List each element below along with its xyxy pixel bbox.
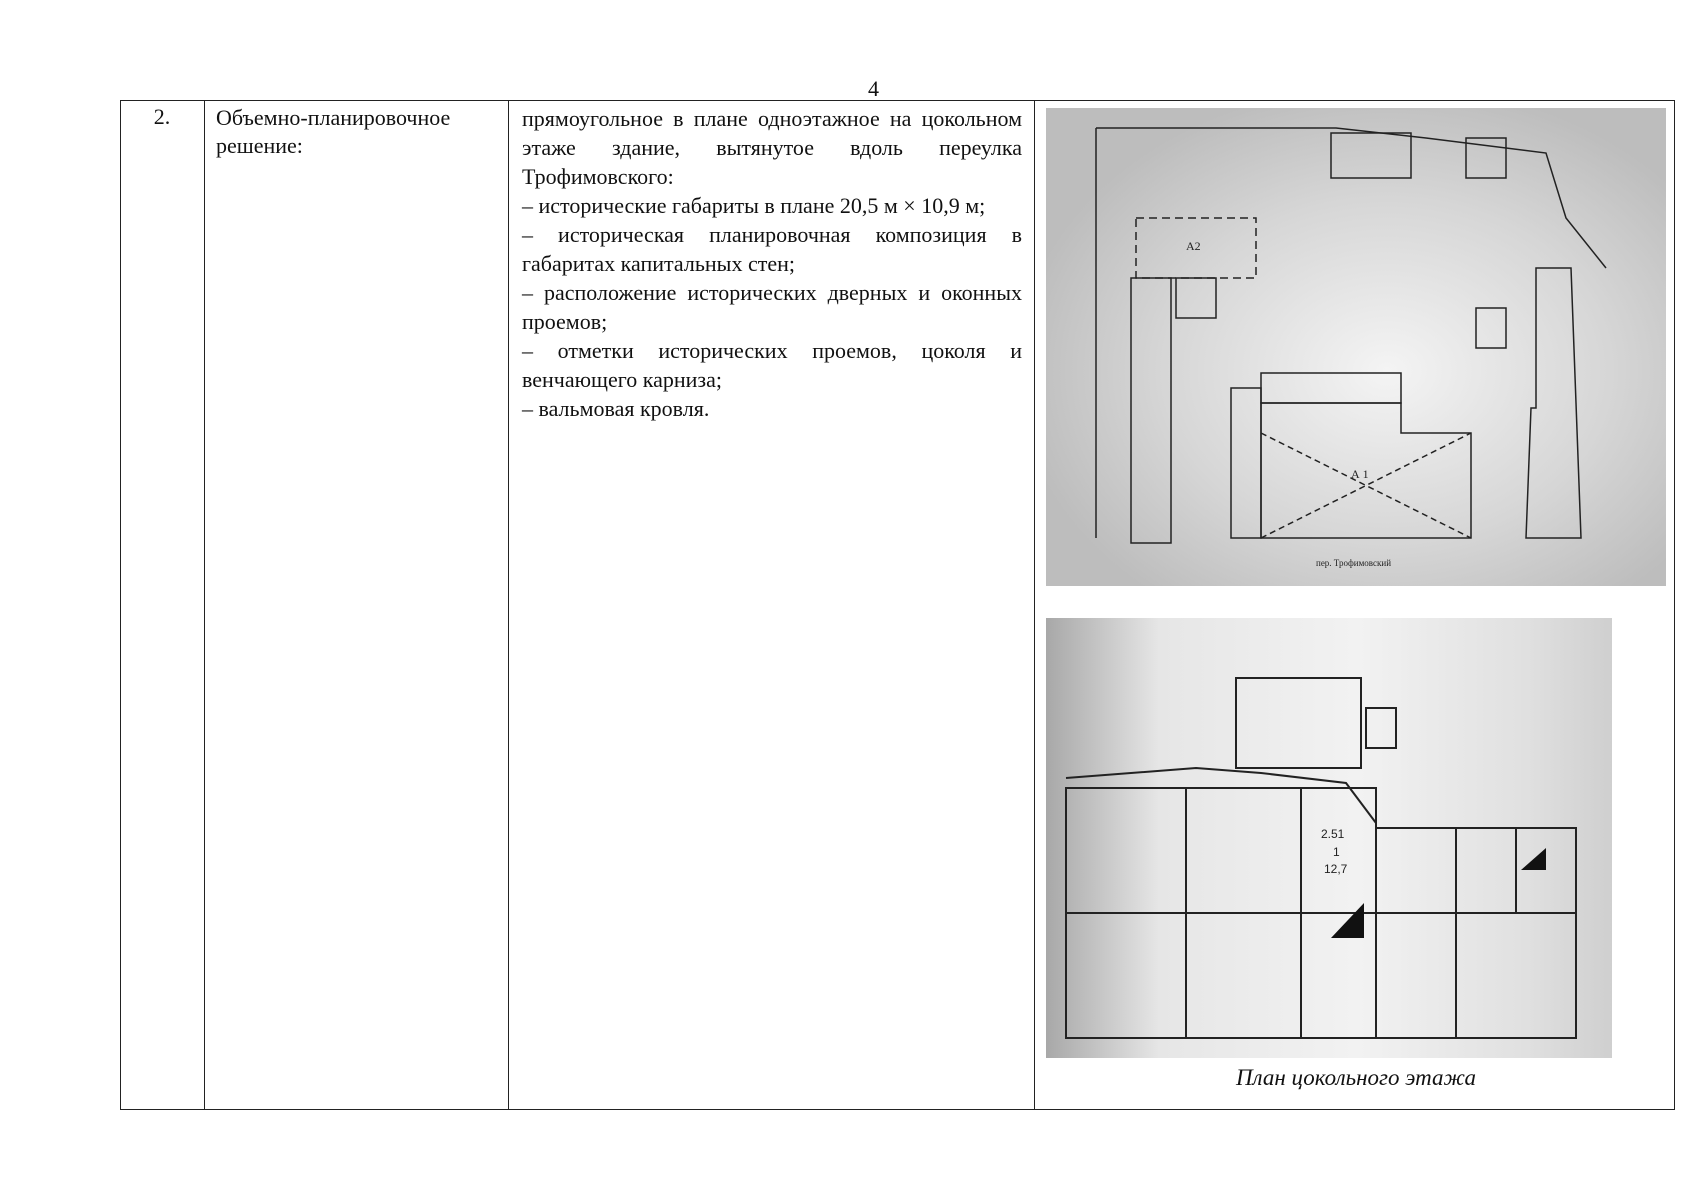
row-title: Объемно-планировочное решение: (216, 105, 451, 158)
plan-street-label: пер. Трофимовский (1316, 558, 1392, 568)
plan-room-area: 12,7 (1324, 862, 1348, 876)
plan-dimension: 2.51 (1321, 827, 1345, 841)
description-line: – отметки исторических проемов, цоколя и венчающего карниза; (522, 338, 1022, 392)
row-index: 2. (153, 104, 171, 129)
plan-room-label: А 1 (1351, 467, 1369, 481)
floor-plan-image (1046, 618, 1612, 1058)
plan-caption: План цокольного этажа (1235, 1065, 1477, 1090)
row-description (508, 100, 1034, 1110)
description-line: – расположение исторических дверных и оконных проемов; (522, 280, 1022, 334)
page-number: 4 (868, 76, 879, 101)
plans-cell (1034, 100, 1675, 1110)
plan-room-label: А2 (1186, 239, 1201, 253)
description-line: – исторические габариты в плане 20,5 м × 10,9 м; (522, 193, 986, 218)
description-line: прямоугольное в плане одноэтажное на цокольном этаже здание, вытянутое вдоль переулка Трофимовского: (522, 106, 1022, 189)
attribute-table (120, 100, 1675, 1110)
site-plan-image (1046, 108, 1666, 586)
description-line: – вальмовая кровля. (522, 396, 710, 421)
description-line: – историческая планировочная композиция в габаритах капитальных стен; (522, 222, 1022, 276)
plan-room-number: 1 (1333, 845, 1340, 859)
